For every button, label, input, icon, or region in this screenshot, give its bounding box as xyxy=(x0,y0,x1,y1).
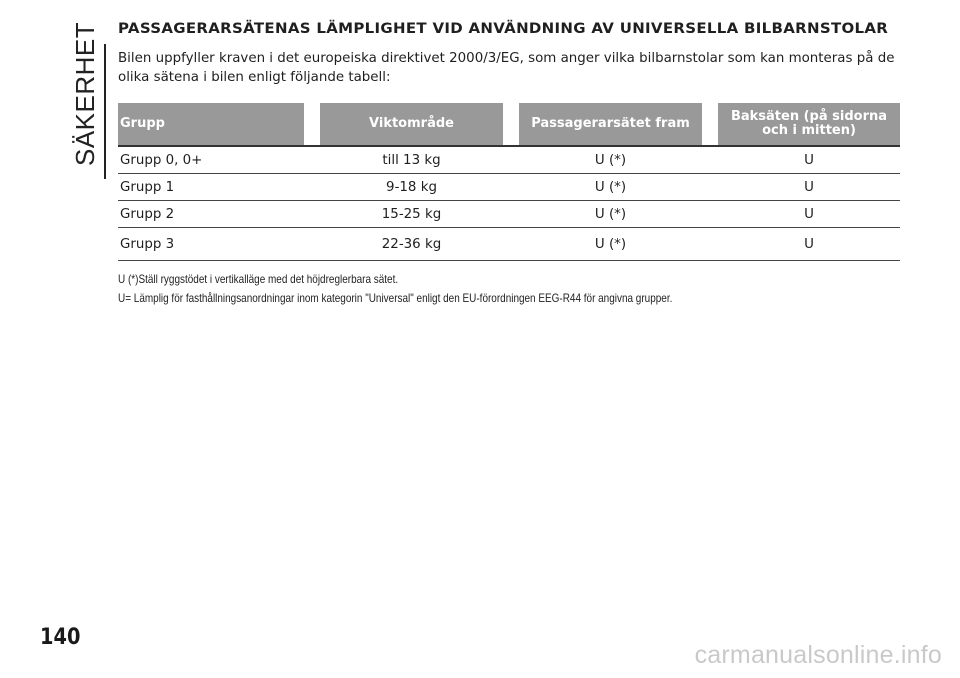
cell-rear-seats: U xyxy=(718,228,900,261)
cell-front-seat: U (*) xyxy=(519,201,702,228)
cell-rear-seats: U xyxy=(718,174,900,201)
cell-rear-seats: U xyxy=(718,147,900,174)
table-row xyxy=(118,228,900,261)
cell-front-seat: U (*) xyxy=(519,147,702,174)
side-tab-divider xyxy=(104,44,106,179)
intro-paragraph: Bilen uppfyller kraven i det europeiska direktivet 2000/3/EG, som anger vilka bilbarnstolar som kan monteras på de olika sätena i bilen enligt följande tabell: xyxy=(118,51,895,85)
table-header-row xyxy=(118,103,900,147)
page-content xyxy=(118,22,900,308)
header-weight: Viktområde xyxy=(320,103,503,147)
section-side-label: SÄKERHET xyxy=(70,21,100,166)
table-footnotes xyxy=(118,270,900,308)
header-rear-seats: Baksäten (på sidorna och i mitten) xyxy=(718,103,900,147)
child-seat-table xyxy=(118,103,900,261)
table-row xyxy=(118,201,900,228)
cell-front-seat: U (*) xyxy=(519,228,702,261)
site-watermark: carmanualsonline.info xyxy=(694,641,942,669)
footnote-u: U= Lämplig för fasthållningsanordningar inom kategorin "Universal" enligt den EU-förordningen EEG-R44 för angivna grupper. xyxy=(118,291,673,305)
cell-group: Grupp 0, 0+ xyxy=(118,147,304,174)
footnote-u-star: U (*)Ställ ryggstödet i vertikalläge med det höjdreglerbara sätet. xyxy=(118,272,399,286)
section-title: PASSAGERARSÄTENAS LÄMPLIGHET VID ANVÄNDNING AV UNIVERSELLA BILBARNSTOLAR xyxy=(118,20,889,37)
cell-front-seat: U (*) xyxy=(519,174,702,201)
section-side-tab xyxy=(70,21,108,170)
cell-weight: 15-25 kg xyxy=(320,201,503,228)
cell-weight: 22-36 kg xyxy=(320,228,503,261)
cell-group: Grupp 3 xyxy=(118,228,304,261)
table-row xyxy=(118,147,900,174)
header-group: Grupp xyxy=(118,103,304,147)
cell-rear-seats: U xyxy=(718,201,900,228)
table-row xyxy=(118,174,900,201)
cell-group: Grupp 2 xyxy=(118,201,304,228)
cell-weight: till 13 kg xyxy=(320,147,503,174)
cell-weight: 9-18 kg xyxy=(320,174,503,201)
cell-group: Grupp 1 xyxy=(118,174,304,201)
header-front-seat: Passagerarsätet fram xyxy=(519,103,702,147)
page-number: 140 xyxy=(40,625,81,650)
